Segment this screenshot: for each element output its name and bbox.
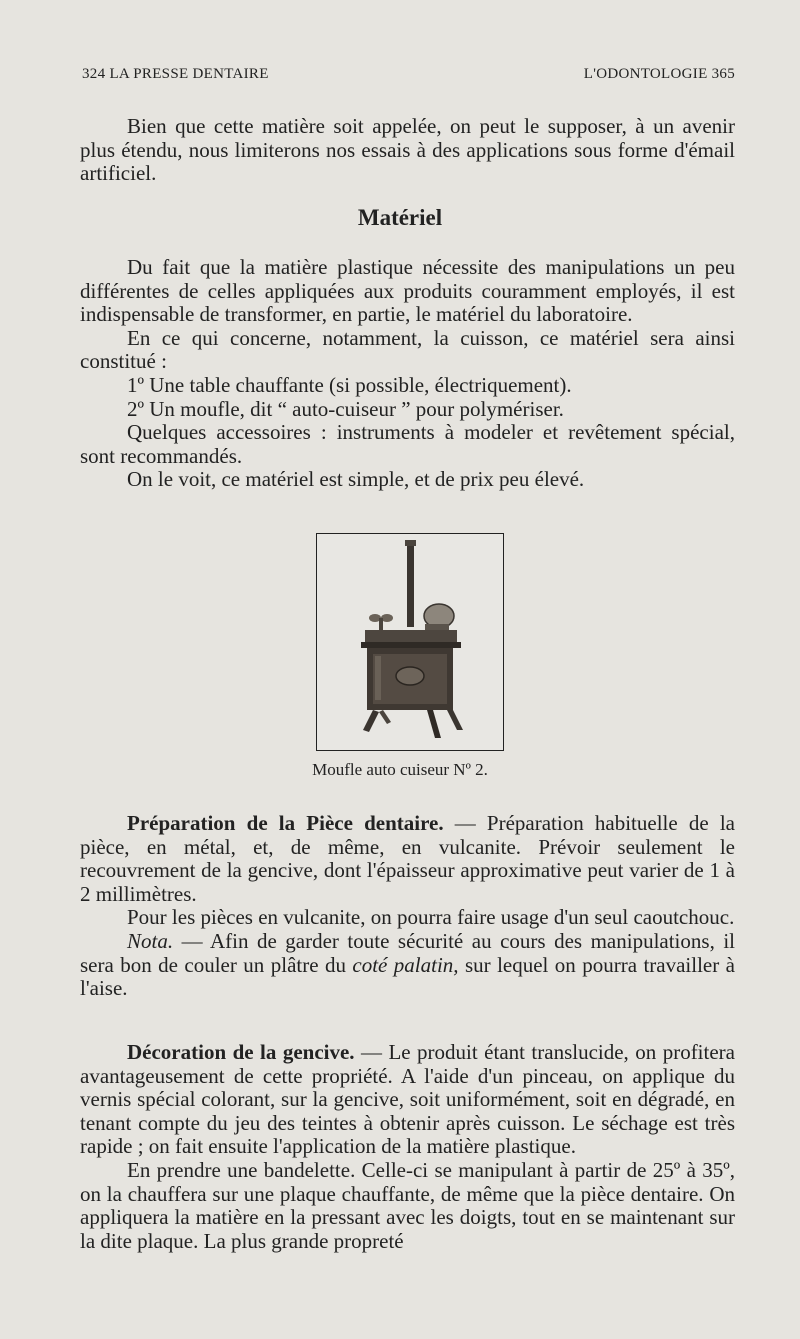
nota-paragraph — [80, 930, 735, 1001]
header-right: L'ODONTOLOGIE 365 — [583, 66, 735, 82]
preparation-section — [80, 812, 735, 1001]
materiel-item-1: 1º Une table chauffante (si possible, électriquement). — [127, 372, 572, 397]
nota-emphasis: coté palatin, — [352, 952, 459, 977]
preparation-text: — Préparation habituelle de la pièce, en métal, et, de même, en vulcanite. Prévoir seulement le recouvrement de la gencive, dont l'épaisseur approximative peut varier de 1 à 2 millimètres. — [80, 811, 735, 906]
intro-paragraph: Bien que cette matière soit appelée, on peut le supposer, à un avenir plus étendu, nous limiterons nos essais à des applications sous forme d'émail artificiel. — [80, 114, 735, 186]
nota-text-a: — Afin de garder toute sécurité au cours des manipulations, il sera bon de couler un plâtre du — [80, 928, 735, 977]
decoration-section — [80, 1041, 735, 1253]
section-heading-materiel: Matériel — [357, 205, 443, 230]
header-left: 324 LA PRESSE DENTAIRE — [82, 66, 269, 82]
nota-text-b: sur lequel on pourra travailler à l'aise. — [80, 952, 735, 1001]
materiel-paragraph-5: Quelques accessoires : instruments à modeler et revêtement spécial, sont recommandés. — [80, 420, 735, 468]
materiel-paragraph-1: Du fait que la matière plastique nécessite des manipulations un peu différentes de celles appliquées aux produits couramment employés, il est indispensable de transformer, en partie, le matériel du laboratoire. — [80, 255, 735, 327]
running-header — [82, 66, 735, 83]
preparation-paragraph-2: Pour les pièces en vulcanite, on pourra faire usage d'un seul caoutchouc. — [127, 905, 735, 930]
decoration-paragraph-1 — [80, 1041, 735, 1159]
preparation-paragraph-1 — [80, 812, 735, 906]
figure-caption: Moufle auto cuiseur Nº 2. — [312, 760, 488, 779]
materiel-paragraph-6: On le voit, ce matériel est simple, et de prix peu élevé. — [127, 467, 585, 492]
decoration-paragraph-2: En prendre une bandelette. Celle-ci se manipulant à partir de 25º à 35º, on la chauffera sur une plaque chauffante, de même que la pièce dentaire. On appliquera la matière en la pressant avec les doigts, tout en se maintenant sur la dite plaque. La plus grande propreté — [80, 1157, 735, 1253]
decoration-text: — Le produit étant translucide, on profitera avantageusement de cette propriété. A l'aide d'un pinceau, on applique du vernis spécial colorant, sur la gencive, soit uniformément, soit en dégradé, en tenant compte du jeu des teintes à obtenir après cuisson. Le séchage est très rapide ; on fait ensuite l'application de la matière plastique. — [80, 1040, 735, 1159]
moufle-illustration — [317, 534, 503, 750]
decoration-title: Décoration de la gencive. — [127, 1040, 355, 1064]
intro-paragraph-block — [80, 115, 735, 186]
preparation-title: Préparation de la Pièce dentaire. — [127, 811, 444, 835]
figure-frame — [316, 533, 504, 751]
nota-label: Nota. — [127, 928, 174, 953]
materiel-item-2: 2º Un moufle, dit “ auto-cuiseur ” pour polymériser. — [127, 396, 564, 421]
materiel-section — [80, 256, 735, 492]
materiel-paragraph-2: En ce qui concerne, notamment, la cuisson, ce matériel sera ainsi constitué : — [80, 325, 735, 374]
